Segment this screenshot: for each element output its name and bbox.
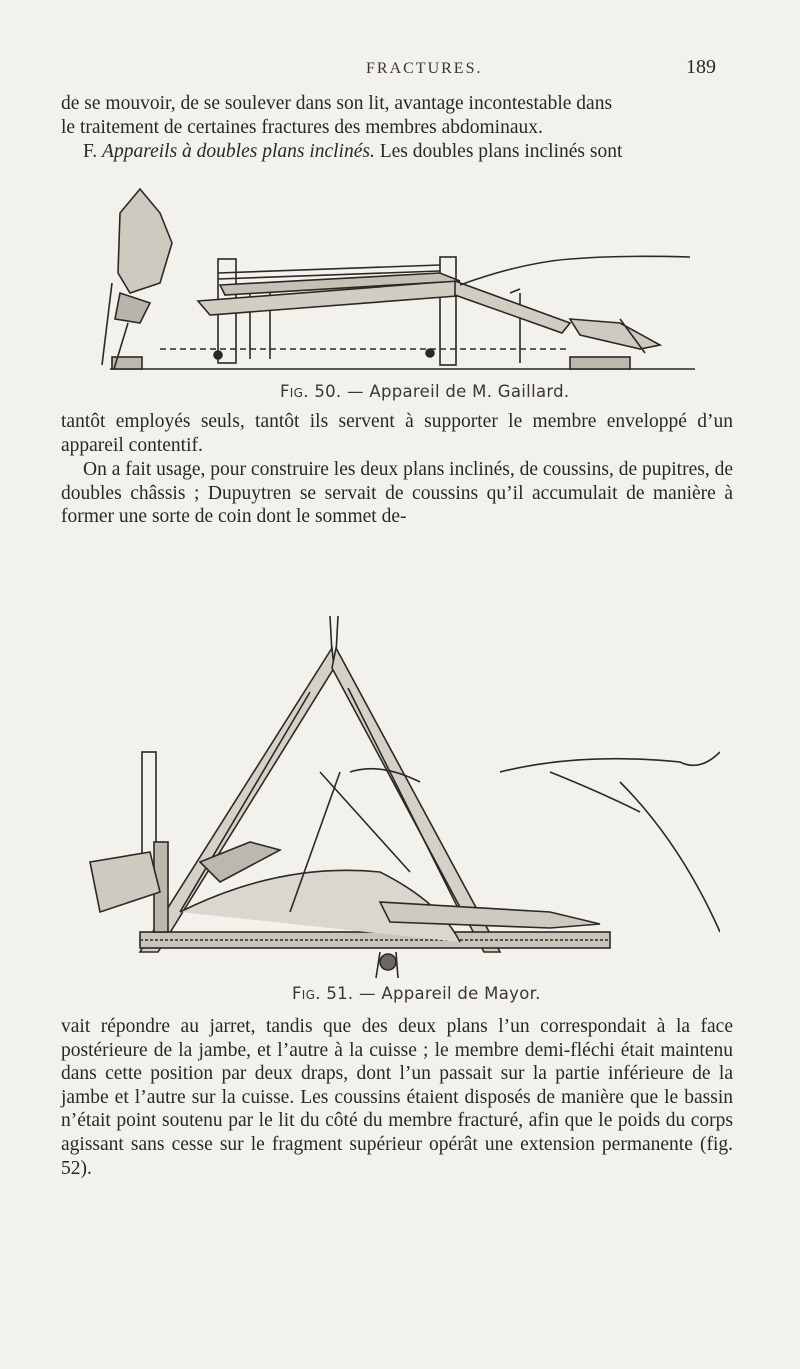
- page-header: [0, 56, 800, 84]
- paragraph: vait répondre au jarret, tandis que des deux plans l’un correspondait à la face postérieure de la jambe, et l’autre à la cuisse ; le membre demi-fléchi était maintenu dans cette position par deux draps, dont l’un passait sur la partie inférieure de la jambe et l’autre sur la cuisse. Les coussins étaient disposés de manière que le bassin n’était point soutenu par le lit du côté du membre fracturé, afin que le poids du corps agissant sans cesse sur le fragment supérieur opérât une extension permanente (fig. 52).: [61, 1016, 733, 1179]
- paragraph: tantôt employés seuls, tantôt ils servent à supporter le membre enveloppé d’un appareil contentif.: [61, 411, 733, 456]
- section-heading-paragraph: [61, 140, 733, 164]
- paragraph: On a fait usage, pour construire les deux plans inclinés, de coussins, de pupitres, de doubles châssis ; Dupuytren se servait de coussins qu’il accumulait de manière à former une sorte de coin dont le sommet de-: [61, 459, 733, 528]
- page-number: 189: [686, 56, 716, 78]
- figure-51-illustration: [80, 612, 720, 982]
- figure-51-caption: [292, 984, 541, 1003]
- caption-dash: —: [359, 984, 376, 1003]
- running-title: FRACTURES.: [366, 60, 483, 77]
- paragraph-line: de se mouvoir, de se soulever dans son lit, avantage incontestable dans: [61, 93, 613, 114]
- mayor-apparatus-drawing: [80, 612, 720, 982]
- gaillard-apparatus-drawing: [100, 173, 700, 373]
- figure-50-caption: [280, 382, 569, 401]
- figure-title: Appareil de Mayor.: [381, 984, 541, 1003]
- section-text: Les doubles plans inclinés sont: [374, 141, 623, 162]
- section-title: Appareils à doubles plans inclinés.: [102, 141, 375, 162]
- caption-dash: —: [347, 382, 364, 401]
- paragraph-continuation: [61, 92, 733, 139]
- paragraph-line: le traitement de certaines fractures des membres abdominaux.: [61, 116, 543, 138]
- figure-title: Appareil de M. Gaillard.: [369, 382, 570, 401]
- figure-label: Fig. 51.: [292, 984, 354, 1003]
- figure-label: Fig. 50.: [280, 382, 342, 401]
- section-letter: F.: [83, 141, 98, 162]
- figure-50-illustration: [100, 173, 700, 373]
